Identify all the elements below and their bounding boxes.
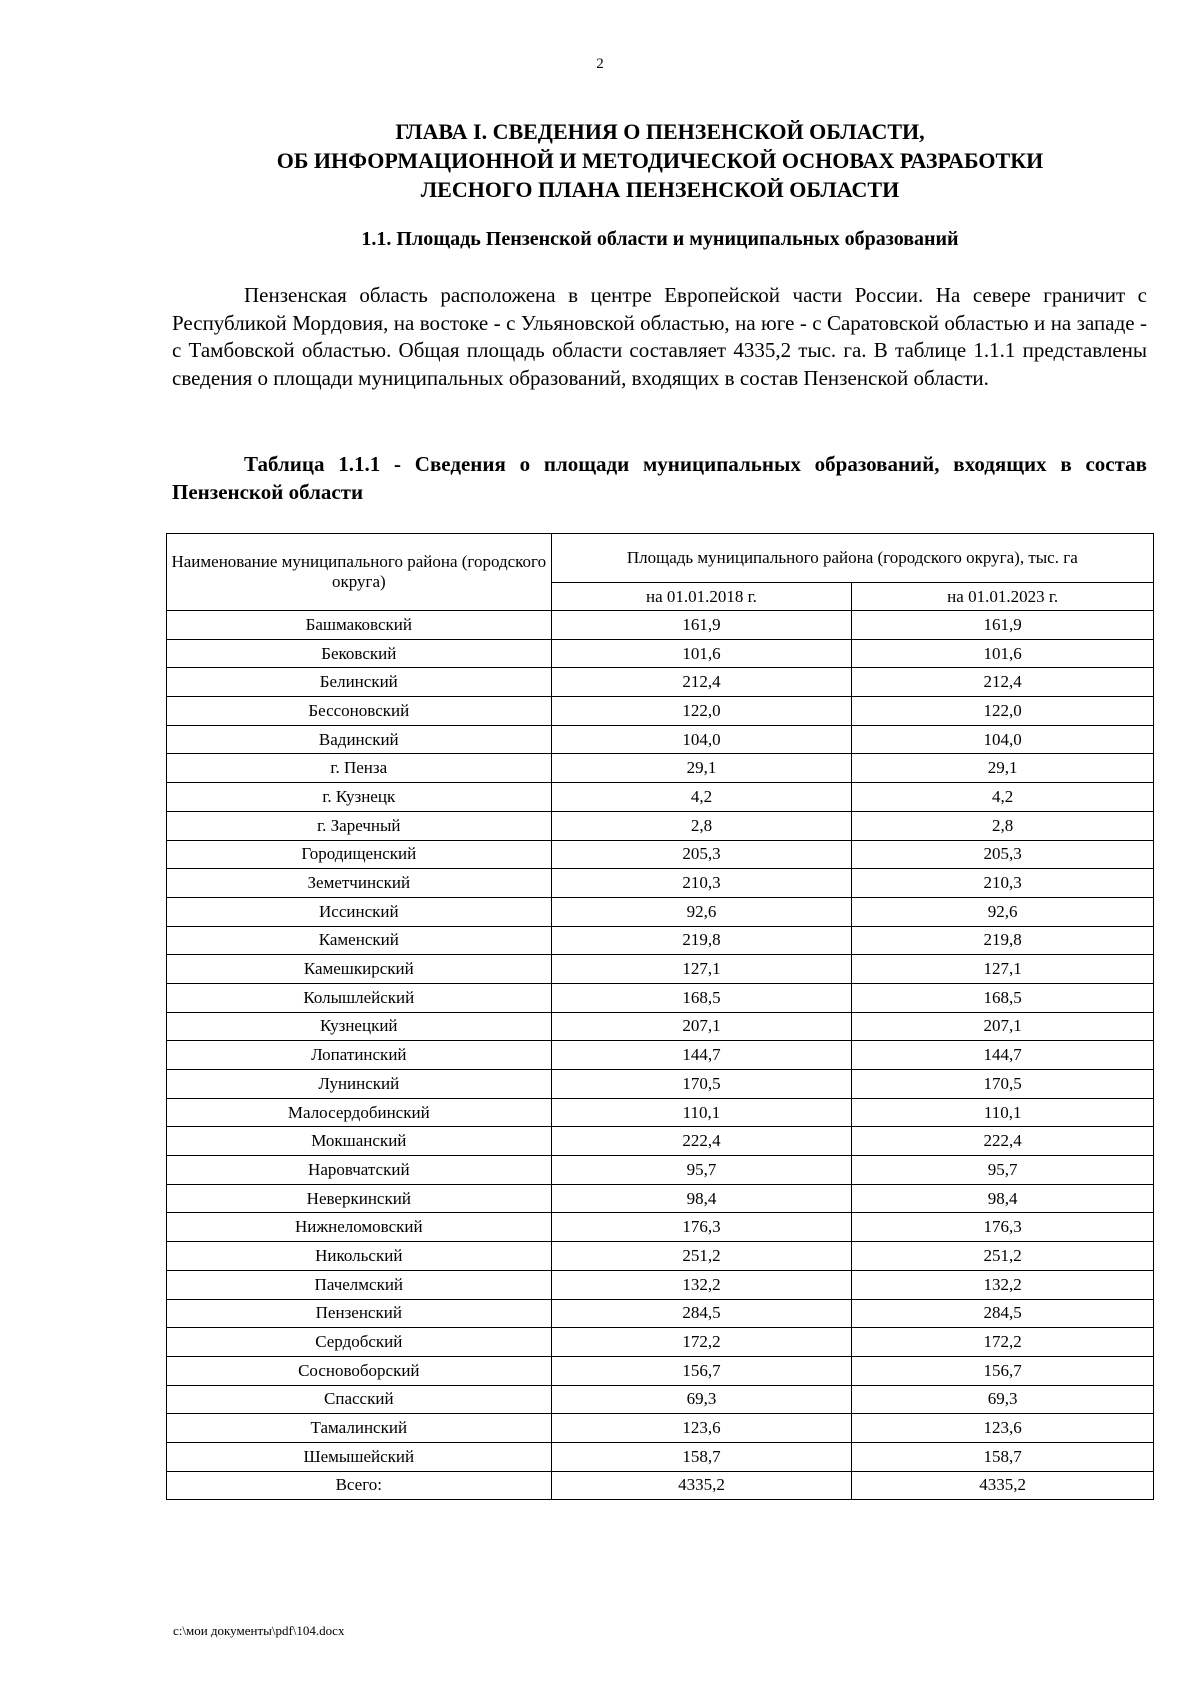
cell-area-2023: 222,4: [852, 1127, 1154, 1156]
cell-area-2023: 161,9: [852, 611, 1154, 640]
cell-area-2018: 127,1: [551, 955, 852, 984]
cell-area-2023: 251,2: [852, 1242, 1154, 1271]
cell-area-2018: 212,4: [551, 668, 852, 697]
table-row: [167, 926, 1154, 955]
footer-file-path: c:\мои документы\pdf\104.docx: [173, 1623, 345, 1638]
table-row: [167, 1270, 1154, 1299]
cell-area-2023: 284,5: [852, 1299, 1154, 1328]
cell-district-name: Кузнецкий: [167, 1012, 552, 1041]
cell-area-2018: 2,8: [551, 811, 852, 840]
cell-area-2018: 251,2: [551, 1242, 852, 1271]
cell-area-2018: 122,0: [551, 697, 852, 726]
cell-area-2018: 110,1: [551, 1098, 852, 1127]
cell-district-name: Неверкинский: [167, 1184, 552, 1213]
cell-area-2023: 172,2: [852, 1328, 1154, 1357]
chapter-title-line: ОБ ИНФОРМАЦИОННОЙ И МЕТОДИЧЕСКОЙ ОСНОВАХ РАЗРАБОТКИ: [276, 148, 1044, 173]
table-row: [167, 811, 1154, 840]
cell-area-2018: 29,1: [551, 754, 852, 783]
cell-area-2018: 104,0: [551, 725, 852, 754]
table-row: [167, 869, 1154, 898]
table-row: [167, 1213, 1154, 1242]
chapter-title-line: ЛЕСНОГО ПЛАНА ПЕНЗЕНСКОЙ ОБЛАСТИ: [420, 177, 900, 202]
cell-area-2023: 2,8: [852, 811, 1154, 840]
table-row: [167, 1041, 1154, 1070]
table-row: [167, 1127, 1154, 1156]
cell-area-2023: 110,1: [852, 1098, 1154, 1127]
cell-district-name: Каменский: [167, 926, 552, 955]
cell-district-name: Камешкирский: [167, 955, 552, 984]
table-row: [167, 1299, 1154, 1328]
cell-area-2023: 158,7: [852, 1442, 1154, 1471]
table-row: [167, 1356, 1154, 1385]
table-body: [167, 611, 1154, 1500]
cell-area-2023: 123,6: [852, 1414, 1154, 1443]
cell-district-name: Наровчатский: [167, 1156, 552, 1185]
cell-area-2018: 144,7: [551, 1041, 852, 1070]
cell-district-name: Шемышейский: [167, 1442, 552, 1471]
table-row: [167, 611, 1154, 640]
cell-area-2018: 4335,2: [551, 1471, 852, 1500]
cell-area-2018: 222,4: [551, 1127, 852, 1156]
cell-area-2023: 170,5: [852, 1070, 1154, 1099]
cell-area-2023: 205,3: [852, 840, 1154, 869]
cell-district-name: Нижнеломовский: [167, 1213, 552, 1242]
table-row: [167, 725, 1154, 754]
table-row: [167, 639, 1154, 668]
cell-area-2018: 123,6: [551, 1414, 852, 1443]
table-row: [167, 1414, 1154, 1443]
cell-district-name: Сосновоборский: [167, 1356, 552, 1385]
cell-area-2018: 98,4: [551, 1184, 852, 1213]
cell-area-2018: 170,5: [551, 1070, 852, 1099]
table-row: [167, 1012, 1154, 1041]
cell-district-name: Лунинский: [167, 1070, 552, 1099]
cell-area-2018: 168,5: [551, 983, 852, 1012]
cell-area-2018: 92,6: [551, 897, 852, 926]
table-row: [167, 1242, 1154, 1271]
cell-district-name: Спасский: [167, 1385, 552, 1414]
table-row: [167, 1471, 1154, 1500]
cell-area-2018: 210,3: [551, 869, 852, 898]
cell-area-2023: 95,7: [852, 1156, 1154, 1185]
table-row: [167, 840, 1154, 869]
cell-district-name: Башмаковский: [167, 611, 552, 640]
header-name: Наименование муниципального района (городского округа): [167, 534, 552, 611]
table-row: [167, 897, 1154, 926]
area-table: [166, 533, 1154, 1500]
table-row: [167, 668, 1154, 697]
cell-area-2023: 122,0: [852, 697, 1154, 726]
cell-area-2018: 101,6: [551, 639, 852, 668]
cell-area-2023: 4335,2: [852, 1471, 1154, 1500]
table-row: [167, 1328, 1154, 1357]
table-row: [167, 754, 1154, 783]
chapter-title-line: ГЛАВА I. СВЕДЕНИЯ О ПЕНЗЕНСКОЙ ОБЛАСТИ,: [395, 119, 925, 144]
table-row: [167, 783, 1154, 812]
cell-area-2018: 161,9: [551, 611, 852, 640]
table-row: [167, 1098, 1154, 1127]
cell-district-name: Тамалинский: [167, 1414, 552, 1443]
header-date-2023: на 01.01.2023 г.: [852, 583, 1154, 611]
cell-area-2018: 69,3: [551, 1385, 852, 1414]
header-date-2018: на 01.01.2018 г.: [551, 583, 852, 611]
cell-district-name: Вадинский: [167, 725, 552, 754]
cell-district-name: Мокшанский: [167, 1127, 552, 1156]
cell-district-name: Никольский: [167, 1242, 552, 1271]
cell-district-name: г. Пенза: [167, 754, 552, 783]
cell-district-name: Иссинский: [167, 897, 552, 926]
section-title: 1.1. Площадь Пензенской области и муниципальных образований: [361, 228, 959, 250]
cell-area-2018: 205,3: [551, 840, 852, 869]
cell-area-2018: 95,7: [551, 1156, 852, 1185]
cell-area-2023: 132,2: [852, 1270, 1154, 1299]
table-row: [167, 1184, 1154, 1213]
cell-district-name: Сердобский: [167, 1328, 552, 1357]
cell-area-2023: 127,1: [852, 955, 1154, 984]
cell-area-2018: 156,7: [551, 1356, 852, 1385]
table-row: [167, 1442, 1154, 1471]
cell-area-2023: 207,1: [852, 1012, 1154, 1041]
cell-district-name: Лопатинский: [167, 1041, 552, 1070]
cell-area-2023: 4,2: [852, 783, 1154, 812]
intro-paragraph: Пензенская область расположена в центре Европейской части России. На севере граничит с Республикой Мордовия, на востоке - с Ульяновской областью, на юге - с Саратовской областью и на западе - с Тамбовской областью. Общая площадь области составляет 4335,2 тыс. га. В таблице 1.1.1 представлены сведения о площади муниципальных образований, входящих в состав Пензенской области.: [172, 283, 1147, 390]
cell-area-2018: 284,5: [551, 1299, 852, 1328]
cell-area-2023: 98,4: [852, 1184, 1154, 1213]
table-row: [167, 955, 1154, 984]
cell-district-name: г. Кузнецк: [167, 783, 552, 812]
cell-area-2023: 92,6: [852, 897, 1154, 926]
cell-area-2023: 210,3: [852, 869, 1154, 898]
table-row: [167, 1156, 1154, 1185]
table-row: [167, 697, 1154, 726]
cell-district-name: Бековский: [167, 639, 552, 668]
cell-area-2018: 158,7: [551, 1442, 852, 1471]
table-row: [167, 1385, 1154, 1414]
cell-area-2018: 132,2: [551, 1270, 852, 1299]
cell-district-name: Пензенский: [167, 1299, 552, 1328]
cell-area-2023: 168,5: [852, 983, 1154, 1012]
cell-district-name: Малосердобинский: [167, 1098, 552, 1127]
chapter-title: [170, 117, 1150, 204]
table-caption: Таблица 1.1.1 - Сведения о площади муниципальных образований, входящих в состав Пензенской области: [172, 452, 1147, 504]
cell-area-2023: 101,6: [852, 639, 1154, 668]
cell-area-2023: 29,1: [852, 754, 1154, 783]
cell-district-name: Бессоновский: [167, 697, 552, 726]
header-area: Площадь муниципального района (городского округа), тыс. га: [551, 534, 1153, 583]
cell-area-2018: 219,8: [551, 926, 852, 955]
cell-district-name: г. Заречный: [167, 811, 552, 840]
cell-district-name: Городищенский: [167, 840, 552, 869]
cell-district-name: Всего:: [167, 1471, 552, 1500]
cell-district-name: Пачелмский: [167, 1270, 552, 1299]
cell-area-2023: 69,3: [852, 1385, 1154, 1414]
cell-district-name: Земетчинский: [167, 869, 552, 898]
cell-area-2023: 156,7: [852, 1356, 1154, 1385]
cell-area-2023: 176,3: [852, 1213, 1154, 1242]
cell-area-2018: 176,3: [551, 1213, 852, 1242]
page-number: 2: [596, 56, 604, 72]
table-row: [167, 983, 1154, 1012]
cell-area-2018: 172,2: [551, 1328, 852, 1357]
table-row: [167, 1070, 1154, 1099]
cell-area-2023: 104,0: [852, 725, 1154, 754]
cell-area-2023: 212,4: [852, 668, 1154, 697]
cell-area-2023: 219,8: [852, 926, 1154, 955]
cell-district-name: Колышлейский: [167, 983, 552, 1012]
cell-district-name: Белинский: [167, 668, 552, 697]
cell-area-2023: 144,7: [852, 1041, 1154, 1070]
cell-area-2018: 207,1: [551, 1012, 852, 1041]
cell-area-2018: 4,2: [551, 783, 852, 812]
